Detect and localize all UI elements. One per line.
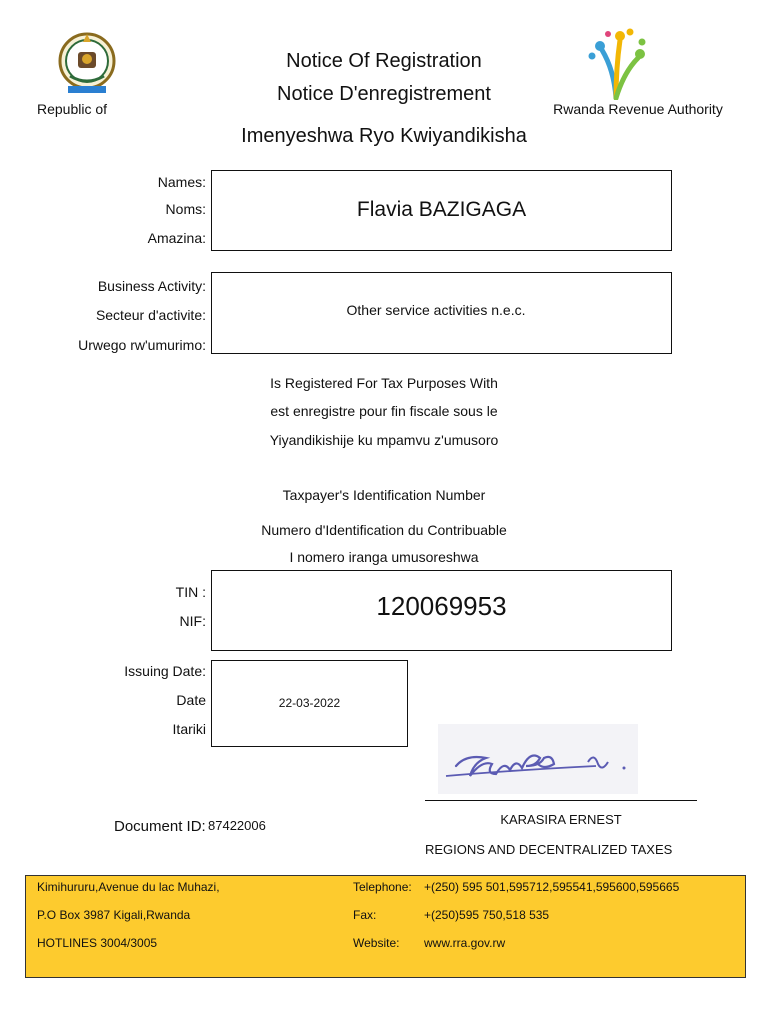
tin-label: TIN : (175, 584, 206, 600)
signer-name: KARASIRA ERNEST (500, 812, 622, 827)
rra-caption: Rwanda Revenue Authority (553, 101, 723, 117)
activity-label-rw: Urwego rw'umurimo: (78, 337, 206, 353)
issuing-date-value: 22-03-2022 (278, 696, 341, 710)
registration-text-fr: est enregistre pour fin fiscale sous le (270, 403, 498, 419)
registration-text-en: Is Registered For Tax Purposes With (270, 375, 498, 391)
rwanda-coat-of-arms-icon (56, 28, 118, 98)
issuing-date-label-fr: Date (176, 692, 206, 708)
tin-heading-rw: I nomero iranga umusoreshwa (289, 549, 479, 565)
title-kinyarwanda: Imenyeshwa Ryo Kwiyandikisha (241, 125, 527, 147)
registration-text-rw: Yiyandikishije ku mpamvu z'umusoro (269, 432, 499, 448)
tin-value: 120069953 (376, 591, 507, 621)
republic-caption: Republic of (37, 101, 108, 117)
footer-telephone-label: Telephone: (353, 880, 412, 894)
footer-website-link[interactable]: www.rra.gov.rw (424, 936, 506, 950)
document-id-value: 87422006 (208, 818, 266, 833)
signature-image (438, 724, 638, 794)
activity-label-en: Business Activity: (97, 278, 206, 294)
nif-label: NIF: (179, 613, 206, 629)
names-value: Flavia BAZIGAGA (356, 198, 527, 221)
footer-hotlines: HOTLINES 3004/3005 (37, 936, 158, 950)
names-label-fr: Noms: (165, 201, 206, 217)
footer-fax-label: Fax: (353, 908, 377, 922)
tin-heading-en: Taxpayer's Identification Number (282, 487, 486, 503)
footer-telephone: +(250) 595 501,595712,595541,595600,595665 (424, 880, 680, 894)
issuing-date-label-en: Issuing Date: (124, 663, 206, 679)
title-english: Notice Of Registration (286, 50, 482, 72)
footer-address-line-1: Kimihururu,Avenue du lac Muhazi, (37, 880, 220, 894)
names-label-rw: Amazina: (147, 230, 206, 246)
footer-website-label: Website: (353, 936, 400, 950)
document-id-label: Document ID: (114, 818, 206, 835)
title-french: Notice D'enregistrement (277, 83, 491, 105)
signature-line (425, 800, 697, 801)
footer-address-line-2: P.O Box 3987 Kigali,Rwanda (37, 908, 191, 922)
names-label-en: Names: (157, 174, 206, 190)
activity-value: Other service activities n.e.c. (346, 302, 526, 318)
signer-title: REGIONS AND DECENTRALIZED TAXES (425, 842, 673, 857)
footer-fax: +(250)595 750,518 535 (424, 908, 550, 922)
tin-heading-fr: Numero d'Identification du Contribuable (261, 522, 507, 538)
issuing-date-label-rw: Itariki (172, 721, 206, 737)
rra-logo-icon (586, 26, 646, 100)
activity-label-fr: Secteur d'activite: (95, 307, 206, 323)
